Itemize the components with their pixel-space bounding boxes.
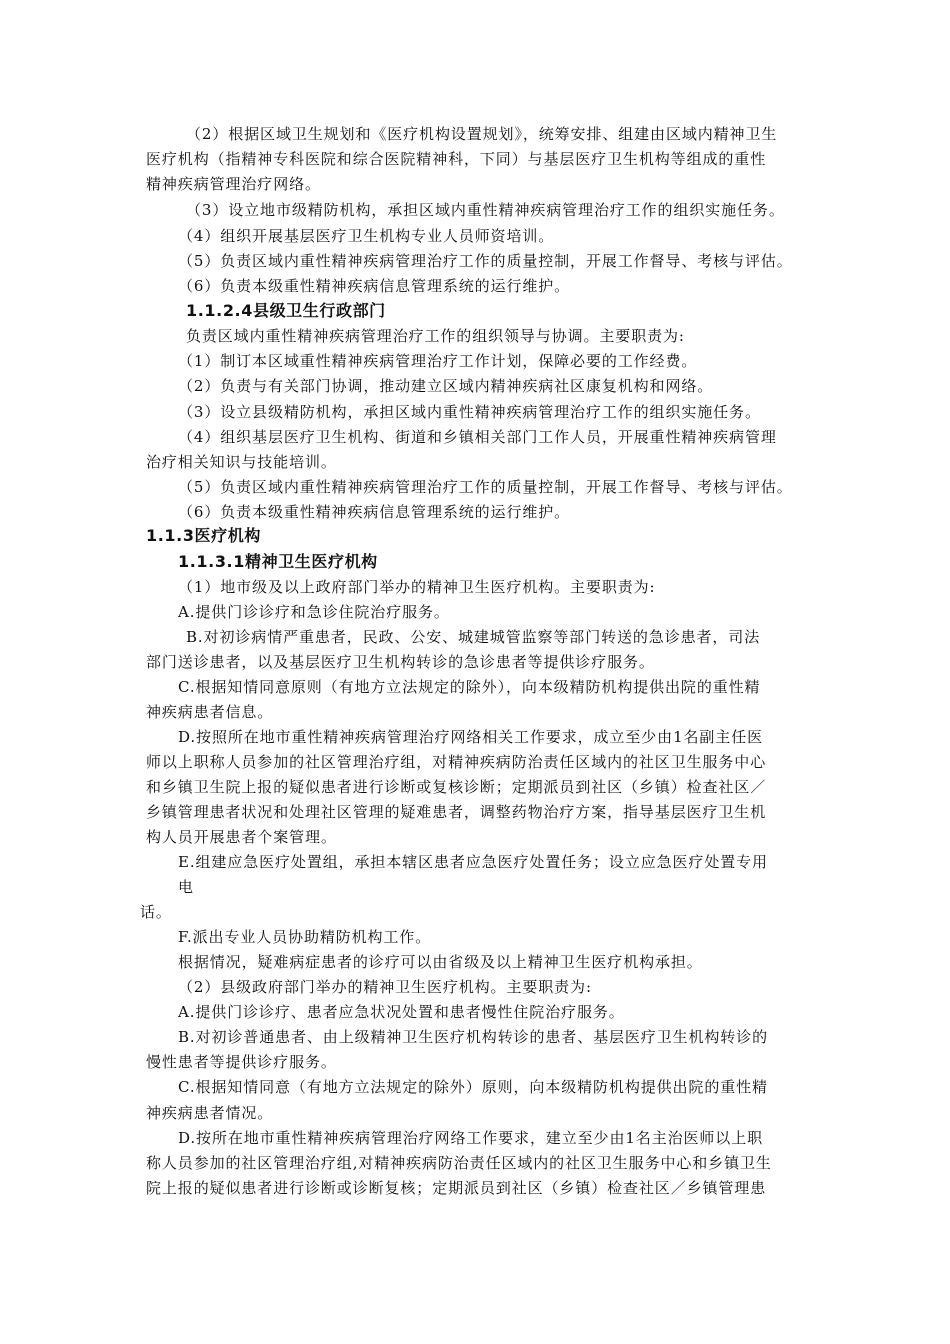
paragraph-line: （3）设立地市级精防机构，承担区域内重性精神疾病管理治疗工作的组织实施任务。 <box>186 201 785 219</box>
paragraph-line: （6）负责本级重性精神疾病信息管理系统的运行维护。 <box>178 503 571 521</box>
paragraph-line: A.提供门诊诊疗和急诊住院治疗服务。 <box>178 603 450 621</box>
paragraph-line: （6）负责本级重性精神疾病信息管理系统的运行维护。 <box>178 277 571 295</box>
paragraph-line: （2）负责与有关部门协调，推动建立区域内精神疾病社区康复机构和网络。 <box>178 377 714 395</box>
paragraph-line: （5）负责区域内重性精神疾病管理治疗工作的质量控制，开展工作督导、考核与评估。 <box>178 478 793 496</box>
paragraph-line: C.根据知情同意（有地方立法规定的除外）原则，向本级精防机构提供出院的重性精 <box>178 1078 768 1096</box>
paragraph-line: 话。 <box>140 903 172 921</box>
paragraph-line: 精神疾病管理治疗网络。 <box>146 175 321 193</box>
paragraph-line: （2）根据区域卫生规划和《医疗机构设置规划》，统筹安排、组建由区域内精神卫生 <box>186 125 778 143</box>
section-heading: 1.1.3医疗机构 <box>146 526 261 545</box>
paragraph-line: 院上报的疑似患者进行诊断或诊断复核；定期派员到社区（乡镇）检查社区／乡镇管理患 <box>146 1179 767 1197</box>
paragraph-line: 根据情况，疑难病症患者的诊疗可以由省级及以上精神卫生医疗机构承担。 <box>178 953 703 971</box>
paragraph-line: E.组建应急医疗处置组，承担本辖区患者应急医疗处置任务；设立应急医疗处置专用 <box>178 853 768 871</box>
paragraph-line: 神疾病患者信息。 <box>146 703 274 721</box>
paragraph-line: D.按所在地市重性精神疾病管理治疗网络工作要求，建立至少由1名主治医师以上职 <box>178 1129 764 1147</box>
paragraph-line: （4）组织开展基层医疗卫生机构专业人员师资培训。 <box>178 227 555 245</box>
section-heading: 1.1.3.1精神卫生医疗机构 <box>178 552 378 571</box>
paragraph-line: 称人员参加的社区管理治疗组,对精神疾病防治责任区域内的社区卫生服务中心和乡镇卫生 <box>146 1154 772 1172</box>
section-heading: 1.1.2.4县级卫生行政部门 <box>186 301 386 320</box>
paragraph-line: 构人员开展患者个案管理。 <box>146 828 337 846</box>
paragraph-line: 慢性患者等提供诊疗服务。 <box>146 1053 337 1071</box>
paragraph-line: （5）负责区域内重性精神疾病管理治疗工作的质量控制，开展工作督导、考核与评估。 <box>178 252 793 270</box>
paragraph-line: 神疾病患者情况。 <box>146 1104 274 1122</box>
paragraph-line: 负责区域内重性精神疾病管理治疗工作的组织领导与协调。主要职责为: <box>186 327 685 345</box>
paragraph-line: （3）设立县级精防机构，承担区域内重性精神疾病管理治疗工作的组织实施任务。 <box>178 403 761 421</box>
paragraph-line: F.派出专业人员协助精防机构工作。 <box>178 928 432 946</box>
paragraph-line: 治疗相关知识与技能培训。 <box>146 453 337 471</box>
paragraph-line: 部门送诊患者，以及基层医疗卫生机构转诊的急诊患者等提供诊疗服务。 <box>146 653 655 671</box>
paragraph-line: A.提供门诊诊疗、患者应急状况处置和患者慢性住院治疗服务。 <box>178 1003 625 1021</box>
paragraph-line: （1）制订本区域重性精神疾病管理治疗工作计划，保障必要的工作经费。 <box>178 352 698 370</box>
paragraph-line: 和乡镇卫生院上报的疑似患者进行诊断或复核诊断；定期派员到社区（乡镇）检查社区／ <box>146 778 767 796</box>
paragraph-line: 乡镇管理患者状况和处理社区管理的疑难患者，调整药物治疗方案，指导基层医疗卫生机 <box>146 803 767 821</box>
paragraph-line: 医疗机构（指精神专科医院和综合医院精神科，下同）与基层医疗卫生机构等组成的重性 <box>146 150 767 168</box>
paragraph-line: （2）县级政府部门举办的精神卫生医疗机构。主要职责为: <box>178 978 592 996</box>
paragraph-line: （4）组织基层医疗卫生机构、街道和乡镇相关部门工作人员，开展重性精神疾病管理 <box>178 428 777 446</box>
paragraph-line: （1）地市级及以上政府部门举办的精神卫生医疗机构。主要职责为: <box>178 578 656 596</box>
paragraph-line: B.对初诊病情严重患者，民政、公安、城建城管监察等部门转送的急诊患者，司法 <box>186 628 761 646</box>
paragraph-line: D.按照所在地市重性精神疾病管理治疗网络相关工作要求，成立至少由1名副主任医 <box>178 728 764 746</box>
paragraph-line: 师以上职称人员参加的社区管理治疗组，对精神疾病防治责任区域内的社区卫生服务中心 <box>146 753 767 771</box>
paragraph-line: B.对初诊普通患者、由上级精神卫生医疗机构转诊的患者、基层医疗卫生机构转诊的 <box>178 1028 768 1046</box>
paragraph-line: C.根据知情同意原则（有地方立法规定的除外），向本级精防机构提供出院的重性精 <box>178 678 761 696</box>
paragraph-line: 电 <box>178 878 194 896</box>
